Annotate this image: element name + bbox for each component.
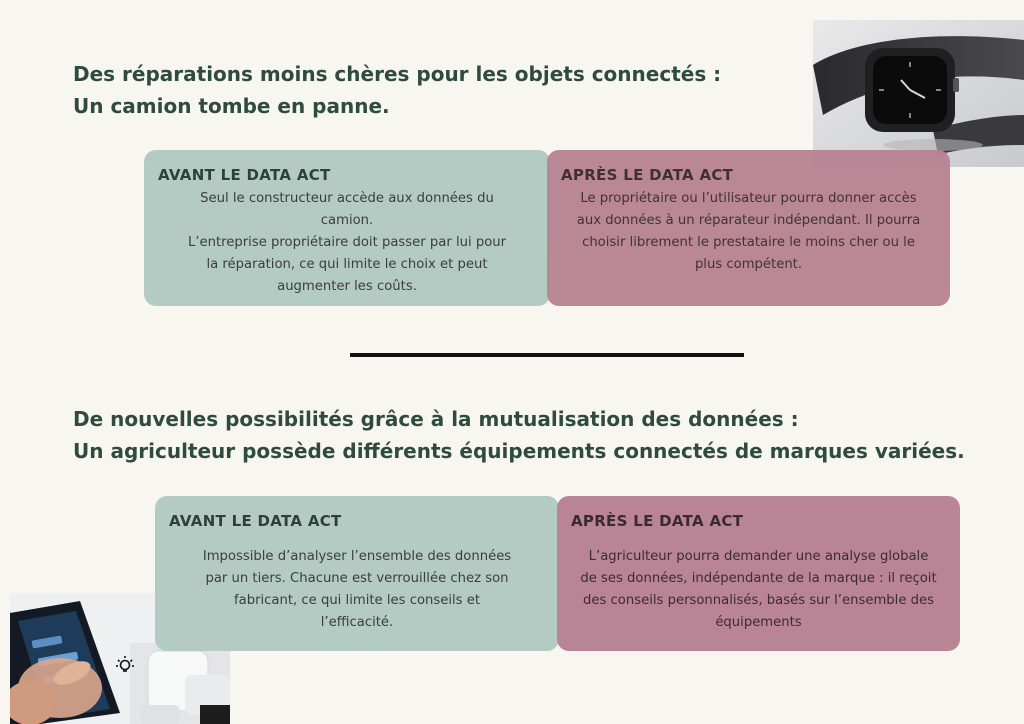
section2-after-line: des conseils personnalisés, basés sur l’ensemble des xyxy=(582,593,934,608)
section1-before-line: L’entreprise propriétaire doit passer par lui pour xyxy=(187,235,507,250)
section2-after-line: équipements xyxy=(715,615,802,630)
section2-before-line: Impossible d’analyser l’ensemble des données xyxy=(202,549,512,564)
section2-after-title: APRÈS LE DATA ACT xyxy=(571,512,744,530)
section1-heading xyxy=(73,58,721,122)
smartwatch-photo xyxy=(813,20,1024,167)
section2-after-text xyxy=(571,546,946,634)
section1-before-line: augmenter les coûts. xyxy=(277,279,417,294)
section2-heading-line1: De nouvelles possibilités grâce à la mutualisation des données : xyxy=(73,407,799,431)
section1-before-line: Seul le constructeur accède aux données du xyxy=(200,191,494,206)
section1-after-line: plus compétent. xyxy=(694,257,803,272)
section2-before-card xyxy=(155,496,559,651)
section1-before-line: camion. xyxy=(320,213,374,228)
section1-after-card xyxy=(547,150,950,306)
section1-before-title: AVANT LE DATA ACT xyxy=(158,166,331,184)
section1-before-line: la réparation, ce qui limite le choix et peut xyxy=(206,257,488,272)
section2-heading-line2: Un agriculteur possède différents équipements connectés de marques variées. xyxy=(73,439,965,463)
section1-after-line: choisir librement le prestataire le moins cher ou le xyxy=(582,235,915,250)
section2-before-title: AVANT LE DATA ACT xyxy=(169,512,342,530)
section1-after-title: APRÈS LE DATA ACT xyxy=(561,166,734,184)
section1-before-text xyxy=(158,188,536,298)
section1-after-text xyxy=(561,188,936,276)
section1-after-line: Le propriétaire ou l’utilisateur pourra donner accès xyxy=(580,191,917,206)
section2-before-line: l’efficacité. xyxy=(320,615,394,630)
section2-before-line: par un tiers. Chacune est verrouillée chez son xyxy=(205,571,509,586)
section2-before-text xyxy=(169,546,545,634)
section2-after-line: L’agriculteur pourra demander une analyse globale xyxy=(588,549,929,564)
section2-after-card xyxy=(557,496,960,651)
section1-heading-line2: Un camion tombe en panne. xyxy=(73,94,390,118)
section2-before-line: fabricant, ce qui limite les conseils et xyxy=(233,593,481,608)
section1-after-line: aux données à un réparateur indépendant. Il pourra xyxy=(576,213,921,228)
section-divider xyxy=(350,353,744,357)
section1-heading-line1: Des réparations moins chères pour les objets connectés : xyxy=(73,62,722,86)
section2-after-line: de ses données, indépendante de la marque : il reçoit xyxy=(580,571,937,586)
section1-before-card xyxy=(144,150,550,306)
section2-heading xyxy=(73,403,965,467)
